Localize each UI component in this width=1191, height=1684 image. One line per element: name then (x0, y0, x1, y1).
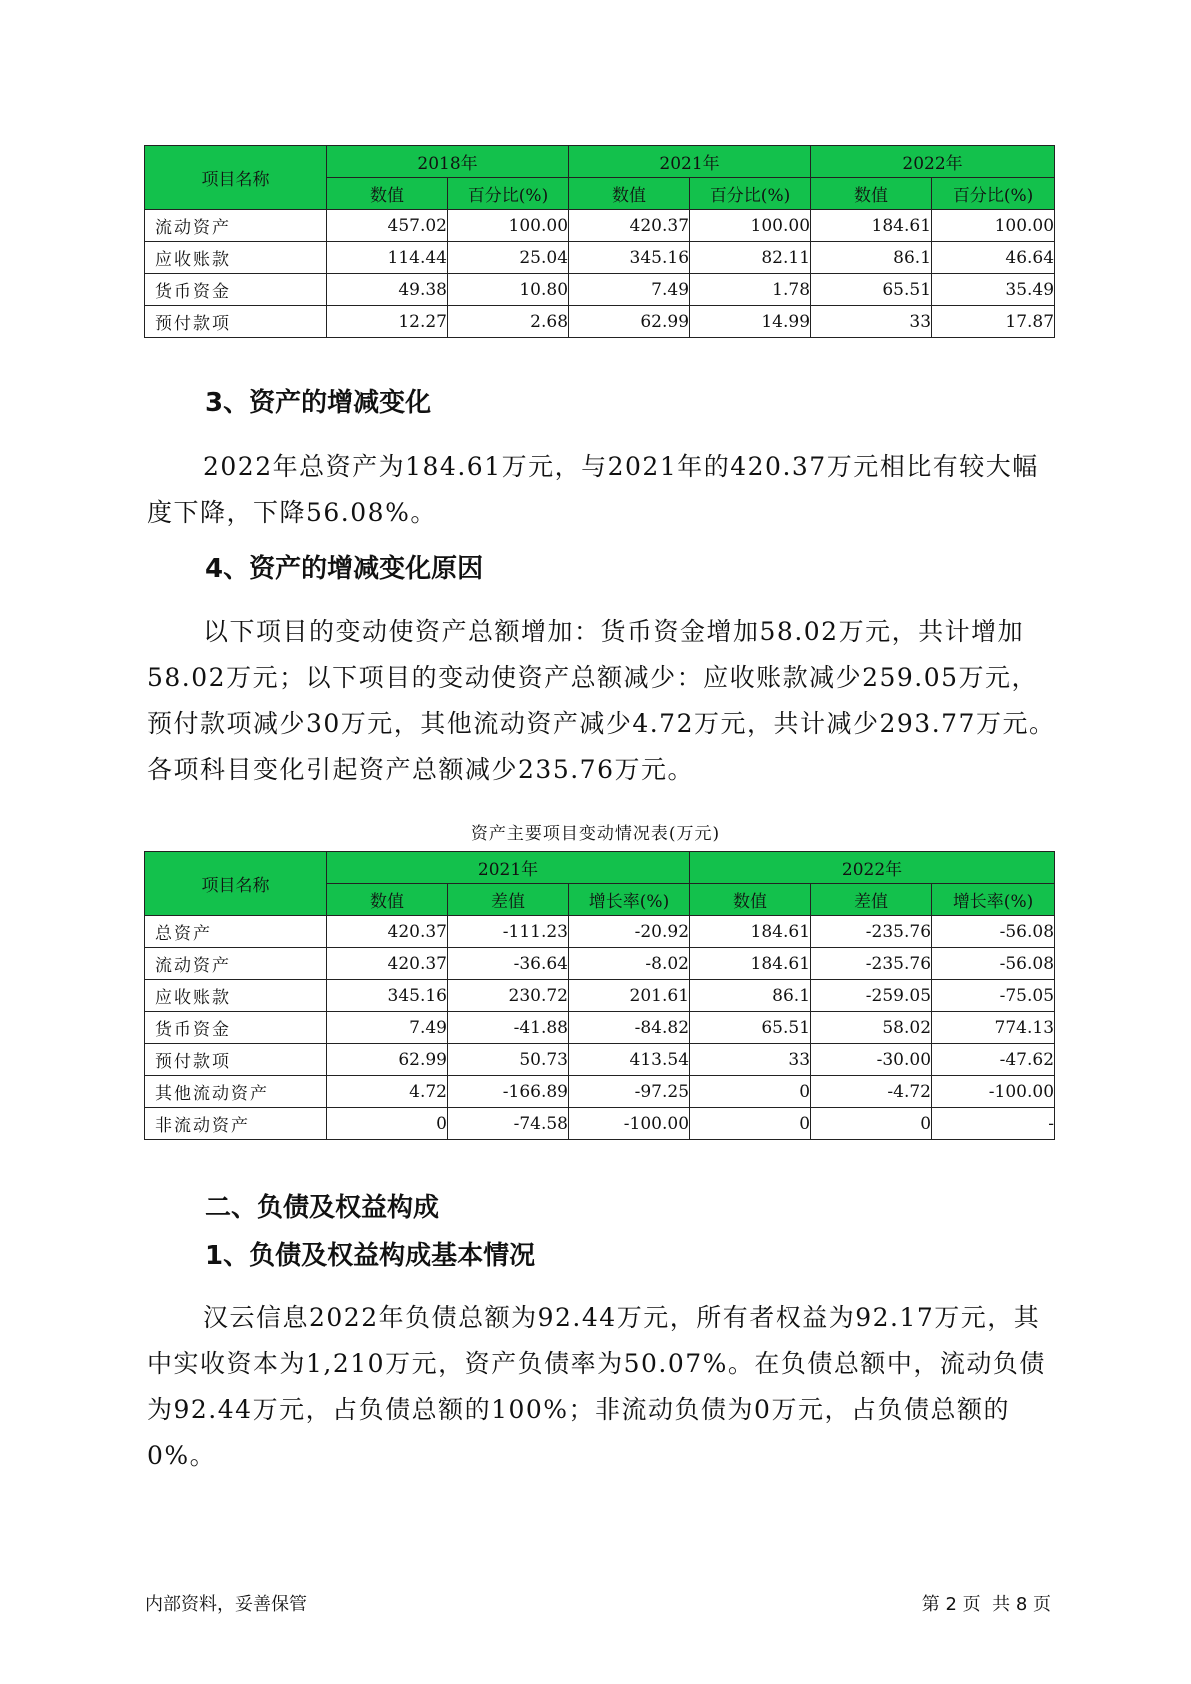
table-caption: 资产主要项目变动情况表(万元) (470, 824, 721, 844)
cell-rate: -97.25 (569, 1076, 690, 1108)
table-row (145, 980, 1055, 1012)
asset-change-table (144, 851, 1055, 1140)
table-row (145, 948, 1055, 980)
table-row (145, 1076, 1055, 1108)
cell-rate: -75.05 (932, 980, 1055, 1012)
column-header-year: 2022年 (811, 146, 1055, 178)
row-label: 流动资产 (145, 948, 327, 980)
section-subheading: 1、负债及权益构成基本情况 (205, 1241, 536, 1271)
cell-rate: -47.62 (932, 1044, 1055, 1076)
cell-rate: - (932, 1108, 1055, 1140)
column-header-value: 数值 (690, 884, 811, 916)
cell-percent: 14.99 (690, 306, 811, 338)
cell-rate: 201.61 (569, 980, 690, 1012)
cell-value: 0 (690, 1076, 811, 1108)
cell-value: 62.99 (569, 306, 690, 338)
cell-percent: 2.68 (448, 306, 569, 338)
cell-value: 86.1 (690, 980, 811, 1012)
cell-value: 184.61 (690, 948, 811, 980)
cell-diff: -235.76 (811, 916, 932, 948)
cell-value: 184.61 (690, 916, 811, 948)
row-label: 货币资金 (145, 1012, 327, 1044)
section-paragraph: 汉云信息2022年负债总额为92.44万元，所有者权益为92.17万元，其中实收资本为1,210万元，资产负债率为50.07%。在负债总额中，流动负债为92.44万元，占负债总额的100%；非流动负债为0万元，占负债总额的0%。 (147, 1303, 1046, 1470)
column-header-value: 数值 (327, 178, 448, 210)
cell-diff: -111.23 (448, 916, 569, 948)
cell-rate: 774.13 (932, 1012, 1055, 1044)
cell-percent: 17.87 (932, 306, 1055, 338)
table-row (145, 916, 1055, 948)
table-row (145, 274, 1055, 306)
row-label: 预付款项 (145, 306, 327, 338)
cell-value: 420.37 (569, 210, 690, 242)
column-header-diff: 差值 (448, 884, 569, 916)
row-label: 预付款项 (145, 1044, 327, 1076)
row-label: 流动资产 (145, 210, 327, 242)
cell-value: 345.16 (569, 242, 690, 274)
cell-diff: 58.02 (811, 1012, 932, 1044)
cell-value: 49.38 (327, 274, 448, 306)
column-header-rate: 增长率(%) (932, 884, 1055, 916)
column-header-year: 2018年 (327, 146, 569, 178)
table-row (145, 306, 1055, 338)
cell-value: 65.51 (811, 274, 932, 306)
cell-value: 345.16 (327, 980, 448, 1012)
cell-value: 184.61 (811, 210, 932, 242)
column-header-percent: 百分比(%) (932, 178, 1055, 210)
cell-diff: -4.72 (811, 1076, 932, 1108)
cell-percent: 1.78 (690, 274, 811, 306)
column-header-percent: 百分比(%) (448, 178, 569, 210)
cell-percent: 82.11 (690, 242, 811, 274)
cell-diff: -259.05 (811, 980, 932, 1012)
cell-value: 0 (690, 1108, 811, 1140)
cell-value: 12.27 (327, 306, 448, 338)
cell-diff: -41.88 (448, 1012, 569, 1044)
row-label: 总资产 (145, 916, 327, 948)
cell-rate: -56.08 (932, 948, 1055, 980)
table-row (145, 1044, 1055, 1076)
row-label: 非流动资产 (145, 1108, 327, 1140)
cell-diff: 230.72 (448, 980, 569, 1012)
cell-diff: -36.64 (448, 948, 569, 980)
cell-value: 7.49 (327, 1012, 448, 1044)
cell-value: 86.1 (811, 242, 932, 274)
section-heading: 3、资产的增减变化 (205, 388, 432, 418)
table-header-row (145, 852, 1055, 884)
row-label: 其他流动资产 (145, 1076, 327, 1108)
cell-diff: 0 (811, 1108, 932, 1140)
cell-value: 420.37 (327, 916, 448, 948)
asset-composition-table (144, 145, 1055, 338)
column-header-value: 数值 (811, 178, 932, 210)
cell-rate: 413.54 (569, 1044, 690, 1076)
column-header-diff: 差值 (811, 884, 932, 916)
section-paragraph: 2022年总资产为184.61万元，与2021年的420.37万元相比有较大幅度下降，下降56.08%。 (147, 452, 1039, 527)
cell-rate: -100.00 (932, 1076, 1055, 1108)
cell-diff: -235.76 (811, 948, 932, 980)
cell-value: 420.37 (327, 948, 448, 980)
cell-value: 457.02 (327, 210, 448, 242)
column-header-item-name: 项目名称 (145, 852, 327, 916)
section-paragraph: 以下项目的变动使资产总额增加：货币资金增加58.02万元，共计增加58.02万元；以下项目的变动使资产总额减少：应收账款减少259.05万元，预付款项减少30万元，其他流动资产减少4.72万元，共计减少293.77万元。各项科目变化引起资产总额减少235.76万元。 (147, 617, 1056, 784)
cell-diff: -30.00 (811, 1044, 932, 1076)
section-heading: 4、资产的增减变化原因 (205, 554, 484, 584)
cell-percent: 100.00 (448, 210, 569, 242)
cell-diff: 50.73 (448, 1044, 569, 1076)
cell-percent: 100.00 (690, 210, 811, 242)
column-header-year: 2022年 (690, 852, 1055, 884)
cell-rate: -20.92 (569, 916, 690, 948)
cell-value: 114.44 (327, 242, 448, 274)
row-label: 货币资金 (145, 274, 327, 306)
footer-page-number: 第 2 页 共 8 页 (921, 1594, 1051, 1615)
row-label: 应收账款 (145, 242, 327, 274)
cell-value: 33 (690, 1044, 811, 1076)
cell-value: 0 (327, 1108, 448, 1140)
column-header-value: 数值 (327, 884, 448, 916)
cell-diff: -166.89 (448, 1076, 569, 1108)
cell-rate: -8.02 (569, 948, 690, 980)
cell-percent: 25.04 (448, 242, 569, 274)
cell-value: 4.72 (327, 1076, 448, 1108)
table-row (145, 210, 1055, 242)
cell-percent: 35.49 (932, 274, 1055, 306)
table-row (145, 242, 1055, 274)
cell-rate: -56.08 (932, 916, 1055, 948)
cell-value: 65.51 (690, 1012, 811, 1044)
column-header-year: 2021年 (569, 146, 811, 178)
cell-percent: 10.80 (448, 274, 569, 306)
table-row (145, 1012, 1055, 1044)
row-label: 应收账款 (145, 980, 327, 1012)
table-header-row (145, 146, 1055, 178)
cell-value: 62.99 (327, 1044, 448, 1076)
cell-value: 33 (811, 306, 932, 338)
cell-rate: -84.82 (569, 1012, 690, 1044)
footer-confidential-note: 内部资料，妥善保管 (145, 1594, 307, 1615)
column-header-item-name: 项目名称 (145, 146, 327, 210)
column-header-year: 2021年 (327, 852, 690, 884)
cell-diff: -74.58 (448, 1108, 569, 1140)
cell-percent: 46.64 (932, 242, 1055, 274)
cell-percent: 100.00 (932, 210, 1055, 242)
cell-value: 7.49 (569, 274, 690, 306)
table-row (145, 1108, 1055, 1140)
column-header-percent: 百分比(%) (690, 178, 811, 210)
section-heading: 二、负债及权益构成 (205, 1193, 440, 1223)
column-header-rate: 增长率(%) (569, 884, 690, 916)
cell-rate: -100.00 (569, 1108, 690, 1140)
column-header-value: 数值 (569, 178, 690, 210)
